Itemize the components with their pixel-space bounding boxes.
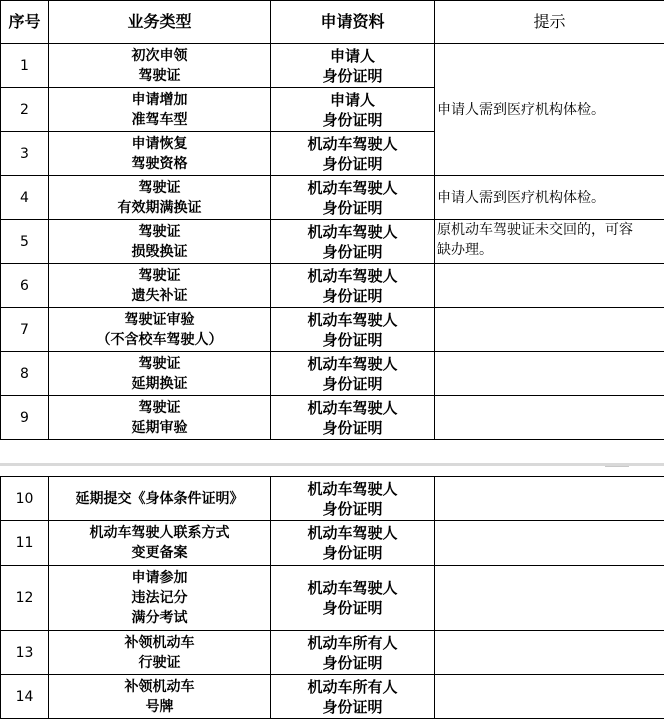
row-num: 8 [1,352,49,396]
row-tip-empty [435,396,664,440]
table-row [1,352,664,396]
row-num: 14 [1,675,49,719]
row-business: 驾驶证 损毁换证 [49,220,271,264]
row-business: 初次申领 驾驶证 [49,44,271,88]
row-business: 延期提交《身体条件证明》 [49,477,271,521]
table-row [1,176,664,220]
row-num: 5 [1,220,49,264]
row-num: 11 [1,521,49,566]
row-business: 驾驶证 遗失补证 [49,264,271,308]
row-documents: 申请人 身份证明 [271,88,435,132]
row-num: 2 [1,88,49,132]
table-row [1,477,664,521]
row-tip-empty [435,631,664,675]
row-documents: 机动车驾驶人 身份证明 [271,132,435,176]
row-documents: 机动车驾驶人 身份证明 [271,220,435,264]
table-row [1,220,664,264]
table-row [1,631,664,675]
row-documents: 机动车驾驶人 身份证明 [271,396,435,440]
table-row [1,566,664,631]
row-documents: 机动车驾驶人 身份证明 [271,308,435,352]
row-tip-empty [435,566,664,631]
row-documents: 机动车驾驶人 身份证明 [271,352,435,396]
row-num: 3 [1,132,49,176]
row-tip-empty [435,308,664,352]
page-break-marker [605,466,629,467]
service-table-part2 [0,476,664,719]
header-business-type: 业务类型 [49,1,271,44]
header-num: 序号 [1,1,49,44]
row-business: 申请参加 违法记分 满分考试 [49,566,271,631]
row-documents: 机动车驾驶人 身份证明 [271,477,435,521]
table-row [1,521,664,566]
row-num: 12 [1,566,49,631]
row-business: 驾驶证 延期换证 [49,352,271,396]
page-break-gap [0,443,664,475]
table-row [1,308,664,352]
page-break-divider [0,463,664,466]
row-business: 驾驶证审验 （不含校车驾驶人） [49,308,271,352]
row-business: 补领机动车 行驶证 [49,631,271,675]
table-row [1,264,664,308]
row-num: 1 [1,44,49,88]
row-num: 10 [1,477,49,521]
row-business: 申请恢复 驾驶资格 [49,132,271,176]
header-tip: 提示 [435,1,664,44]
row-num: 7 [1,308,49,352]
table-row [1,396,664,440]
row-documents: 机动车驾驶人 身份证明 [271,566,435,631]
row-documents: 机动车驾驶人 身份证明 [271,176,435,220]
table-row [1,44,664,88]
row-business: 驾驶证 延期审验 [49,396,271,440]
row-num: 9 [1,396,49,440]
row-tip-empty [435,521,664,566]
row-documents: 机动车驾驶人 身份证明 [271,264,435,308]
row-documents: 机动车所有人 身份证明 [271,631,435,675]
row-tip-empty [435,264,664,308]
row-documents: 申请人 身份证明 [271,44,435,88]
row-tip: 原机动车驾驶证未交回的，可容 缺办理。 [435,220,664,264]
row-tip-empty [435,352,664,396]
row-num: 6 [1,264,49,308]
row-tip-empty [435,675,664,719]
row-documents: 机动车所有人 身份证明 [271,675,435,719]
row-business: 申请增加 准驾车型 [49,88,271,132]
row-tip: 申请人需到医疗机构体检。 [435,176,664,220]
row-tip: 申请人需到医疗机构体检。 [435,44,664,176]
row-num: 13 [1,631,49,675]
row-business: 机动车驾驶人联系方式 变更备案 [49,521,271,566]
table-row [1,675,664,719]
row-tip-empty [435,477,664,521]
row-documents: 机动车驾驶人 身份证明 [271,521,435,566]
table-header-row [1,1,664,44]
row-business: 补领机动车 号牌 [49,675,271,719]
row-num: 4 [1,176,49,220]
header-documents: 申请资料 [271,1,435,44]
row-business: 驾驶证 有效期满换证 [49,176,271,220]
